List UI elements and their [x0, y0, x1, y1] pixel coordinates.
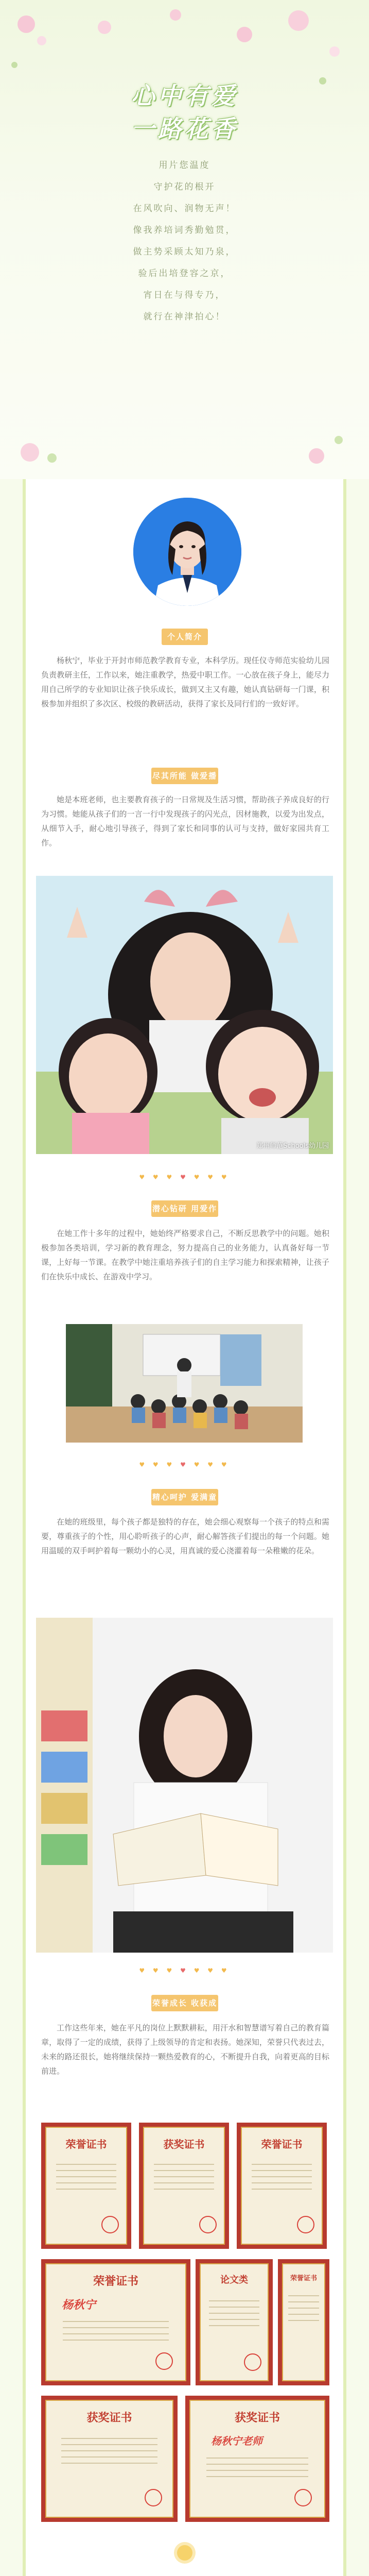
certificate-paper	[241, 2127, 323, 2245]
heart-icon: ♥	[194, 1967, 203, 1974]
classroom-illustration	[66, 1324, 303, 1443]
certificate-paper	[189, 2400, 325, 2518]
red-seal-icon	[145, 2489, 162, 2506]
love-paragraph: 她是本班老师，也主要教育孩子的一日常规及生活习惯，帮助孩子养成良好的行为习惯。她能从孩子们的一言一行中发现孩子的闪光点，因材施教，以爱为出发点，从细节入手，耐心地引导孩子，得到了家长和同事的认可与支持，做好家园共育工作。	[41, 795, 329, 848]
heart-icon: ♥	[194, 1174, 203, 1181]
red-seal-icon	[297, 2216, 314, 2233]
poem-line: 就行在神津拍心！	[143, 312, 226, 322]
flower-decoration	[237, 27, 252, 42]
heart-divider	[26, 1174, 343, 1181]
certificate-title: 获奖证书	[234, 2411, 280, 2425]
flower-decoration	[17, 15, 35, 33]
heart-icon: ♥	[194, 1461, 203, 1468]
section-badge-teach: 潜心钻研 用爱作乐	[151, 1200, 218, 1217]
portrait-illustration	[133, 498, 241, 606]
flower-decoration	[288, 10, 309, 31]
poem-line: 像我养培词秀勤勉贯，	[133, 225, 236, 235]
certificate-paper	[200, 2263, 269, 2381]
heart-icon: ♥	[221, 1174, 230, 1181]
flower-decoration	[309, 448, 324, 464]
teacher-portrait	[133, 498, 241, 606]
flower-decoration	[170, 9, 181, 21]
certificate-paper	[282, 2263, 325, 2381]
heart-icon: ♥	[207, 1174, 217, 1181]
poem-line: 做主势采顾太知乃泉，	[133, 247, 236, 257]
photo-teacher-with-kids	[36, 876, 333, 1154]
heart-icon: ♥	[221, 1967, 230, 1974]
certificate-title: 论文类	[220, 2275, 248, 2285]
red-seal-icon	[244, 2353, 261, 2371]
poem-line: 在风吹向、润物无声！	[133, 204, 236, 214]
flower-decoration	[98, 21, 111, 34]
poem-block	[0, 155, 369, 328]
certificate-text-lines	[63, 2321, 168, 2346]
reading-illustration	[36, 1618, 333, 1953]
photo-classroom	[66, 1324, 303, 1443]
content-card	[23, 479, 346, 2576]
heart-icon: ♥	[166, 1967, 175, 1974]
certificate-paper	[45, 2127, 127, 2245]
certificate-title: 荣誉证书	[290, 2275, 317, 2282]
certificate-title: 荣誉证书	[261, 2138, 303, 2150]
certificate-2	[139, 2123, 229, 2249]
heart-icon: ♥	[166, 1461, 175, 1468]
certificate-1	[41, 2123, 131, 2249]
flower-decoration	[37, 36, 46, 45]
heart-divider	[26, 1967, 343, 1974]
honor-paragraph: 工作这些年来，她在平凡的岗位上默默耕耘，用汗水和智慧谱写着自己的教育篇章，取得了一定的成绩，获得了上级领导的肯定和表扬。她深知，荣誉只代表过去，未来的路还很长，她将继续保持一颗热爱教育的心，不断提升自我，向着更高的目标前进。	[41, 2023, 329, 2076]
heart-icon: ♥	[207, 1967, 217, 1974]
certificate-text-lines	[252, 2164, 312, 2195]
heart-icon: ♥	[139, 1174, 148, 1181]
photo-teacher-reading	[36, 1618, 333, 1953]
flower-decoration	[335, 436, 343, 444]
red-seal-icon	[101, 2216, 119, 2233]
certificate-title: 获奖证书	[163, 2138, 205, 2150]
certificate-paper	[45, 2263, 186, 2381]
certificate-title: 获奖证书	[86, 2411, 132, 2425]
certificate-handwriting: 杨秋宁	[62, 2298, 96, 2312]
poem-line: 验后出培登容之京，	[138, 268, 231, 279]
certificate-7	[41, 2396, 178, 2522]
certificate-text-lines	[61, 2438, 157, 2469]
poem-line: 守护花的根开	[153, 182, 216, 192]
certificate-handwriting: 杨秋宁老师	[211, 2435, 262, 2447]
section-badge-honor: 荣誉成长 收获成长	[151, 1995, 218, 2011]
title-line-2: 一路花香	[131, 115, 238, 143]
certificate-5	[196, 2259, 273, 2385]
heart-icon: ♥	[166, 1174, 175, 1181]
poem-line: 用片您温度	[159, 160, 210, 171]
certificate-paper	[143, 2127, 225, 2245]
certificate-text-lines	[206, 2458, 308, 2482]
photo-watermark: 郑州师范Schools幼儿园	[256, 1142, 329, 1150]
certificate-title: 荣誉证书	[65, 2138, 107, 2150]
heart-icon: ♥	[180, 1967, 189, 1974]
teach-paragraph: 在她工作十多年的过程中，她始终严格要求自己，不断反思教学中的问题。她积极参加各类培训，学习新的教育理念，努力提高自己的业务能力，认真备好每一节课，上好每一节课。在教学中她注重培养孩子们的自主学习能力和探索精神，让孩子们在快乐中成长、在游戏中学习。	[41, 1229, 329, 1281]
heart-icon: ♥	[207, 1461, 217, 1468]
sun-icon	[177, 2545, 192, 2561]
heart-icon: ♥	[152, 1967, 162, 1974]
intro-paragraph: 杨秋宁，毕业于开封市师范教学教育专业，本科学历。现任仪寺师范实验幼儿园负责教研主任，工作以来，她注重教学，热爱中职工作。一心放在孩子身上，能尽力用自己所学的专业知识让孩子快乐成长，做到又主又有趣，她认真钻研每一门课，积极参加并组织了多次区、校级的教研活动，获得了家长及同行们的一致好评。	[41, 656, 329, 708]
poem-line: 宵日在与得专乃，	[143, 290, 226, 300]
certificate-paper	[45, 2400, 173, 2518]
certificate-text-lines	[154, 2164, 215, 2195]
care-paragraph: 在她的班级里，每个孩子都是独特的存在，她会细心观察每一个孩子的特点和需要，尊重孩子的个性，用心聆听孩子的心声，耐心解答孩子们提出的每一个问题。她用温暖的双手呵护着每一颗幼小的心灵，用真诚的爱心浇灌着每一朵稚嫩的花朵。	[41, 1517, 329, 1555]
heart-icon: ♥	[139, 1461, 148, 1468]
heart-icon: ♥	[152, 1174, 162, 1181]
section-badge-intro: 个人简介	[162, 629, 208, 645]
red-seal-icon	[155, 2352, 173, 2370]
red-seal-icon	[199, 2216, 217, 2233]
heart-icon: ♥	[221, 1461, 230, 1468]
heart-icon: ♥	[152, 1461, 162, 1468]
certificate-8	[185, 2396, 329, 2522]
red-seal-icon	[294, 2489, 312, 2506]
header-banner	[0, 0, 369, 479]
section-badge-care: 精心呵护 爱满童心	[151, 1489, 218, 1505]
heart-icon: ♥	[139, 1967, 148, 1974]
certificate-text-lines	[209, 2300, 260, 2331]
certificate-title: 荣誉证书	[93, 2275, 138, 2288]
heart-icon: ♥	[180, 1461, 189, 1468]
heart-icon: ♥	[180, 1174, 189, 1181]
flower-decoration	[11, 62, 17, 68]
certificate-3	[237, 2123, 327, 2249]
certificate-4	[41, 2259, 190, 2385]
flower-decoration	[47, 453, 57, 463]
flower-decoration	[329, 46, 340, 57]
title-line-1: 心中有爱	[131, 82, 238, 110]
photo-illustration	[36, 876, 333, 1154]
section-badge-love: 尽其所能 做爱播种	[151, 768, 218, 784]
heart-divider	[26, 1461, 343, 1468]
certificate-6	[278, 2259, 329, 2385]
certificate-text-lines	[288, 2295, 320, 2326]
flower-decoration	[21, 443, 39, 462]
certificate-text-lines	[56, 2164, 117, 2195]
